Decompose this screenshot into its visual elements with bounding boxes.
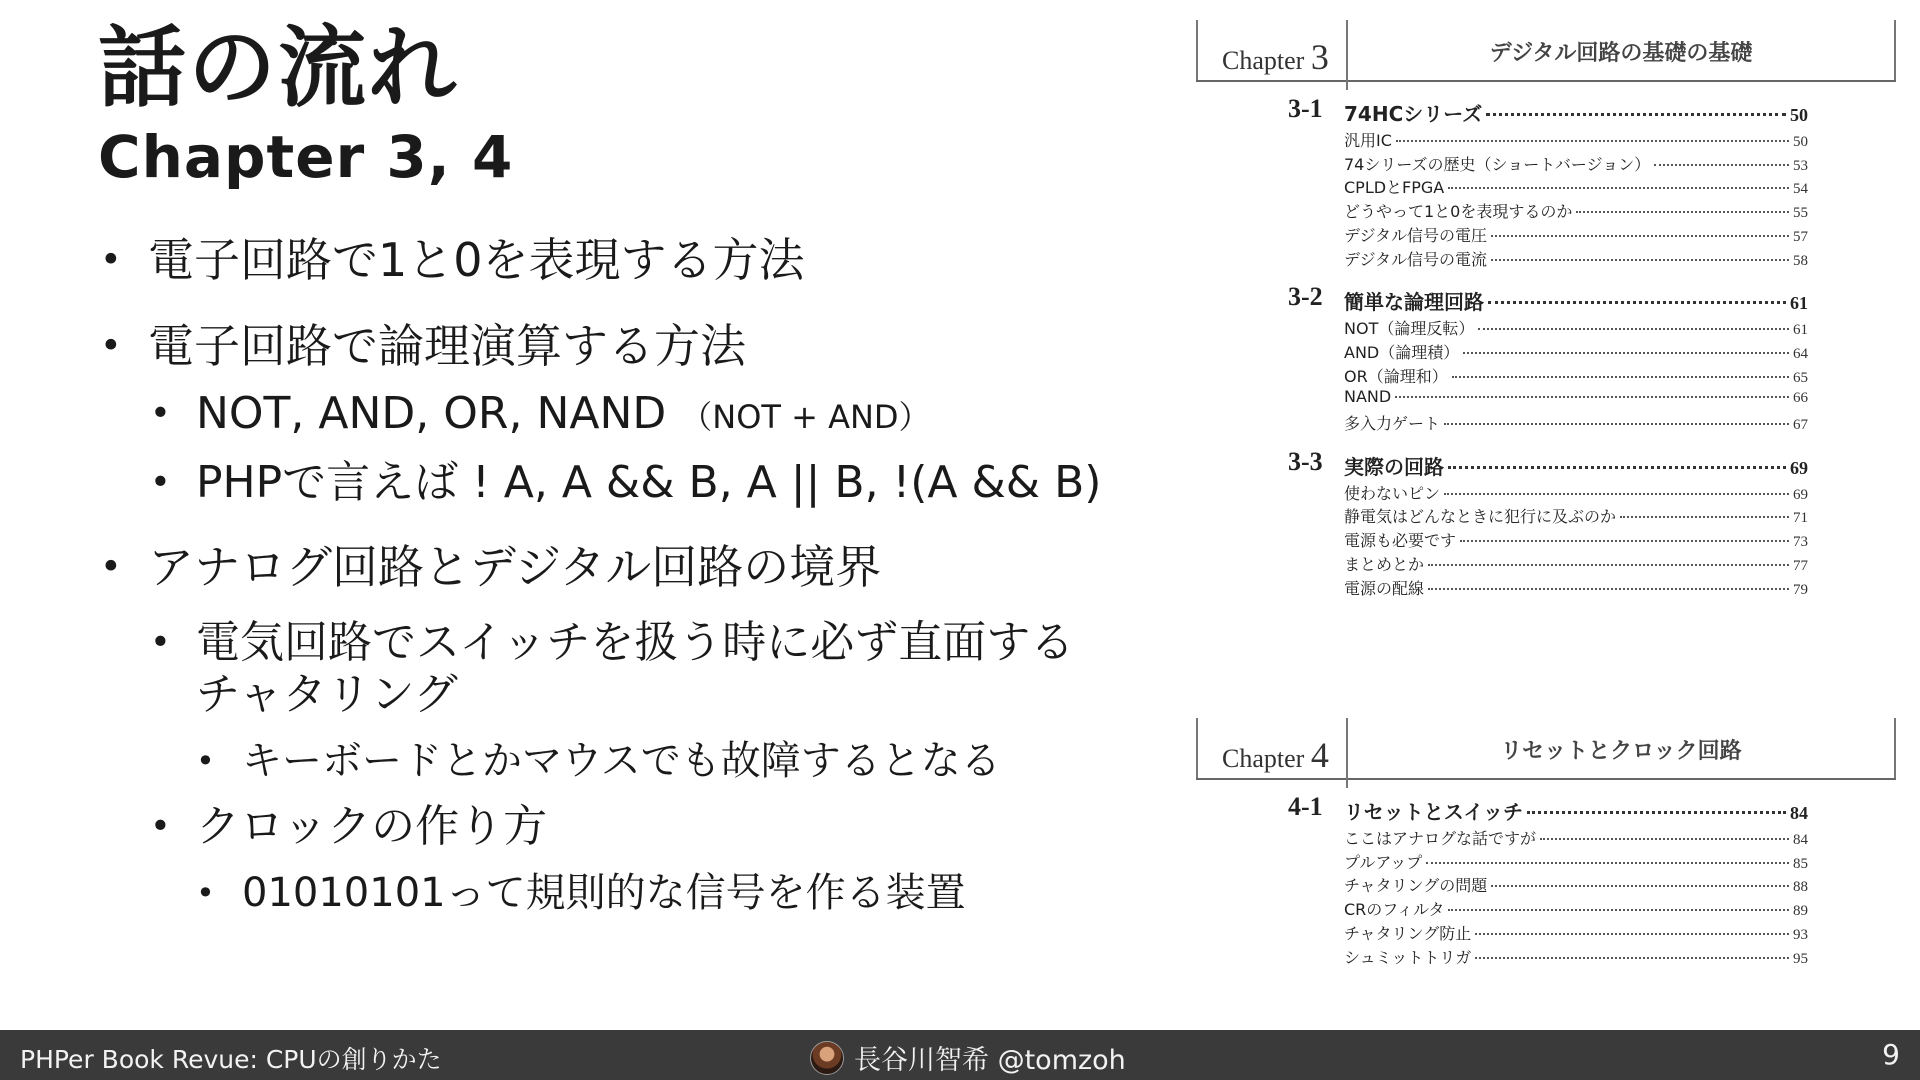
item-page: 79	[1793, 581, 1808, 598]
section-number: 4-1	[1288, 792, 1323, 821]
bullet-dot-icon: •	[100, 545, 122, 588]
dot-leader	[1620, 516, 1789, 518]
footer-presentation-title: PHPer Book Revue: CPUの創りかた	[20, 1045, 442, 1074]
section-title: リセットとスイッチ	[1344, 800, 1523, 824]
chapter-header	[1196, 718, 1896, 780]
dot-leader	[1428, 588, 1789, 590]
item-page: 88	[1793, 879, 1808, 896]
sub-sub-bullet-item	[100, 737, 1180, 785]
toc-section	[1196, 794, 1808, 824]
item-page: 71	[1793, 510, 1808, 527]
sub-sub-bullet-item	[100, 869, 1180, 917]
section-page: 50	[1790, 105, 1808, 125]
toc-item	[1344, 552, 1808, 578]
item-title: 静電気はどんなときに犯行に及ぶのか	[1344, 507, 1617, 527]
section-title: 実際の回路	[1344, 454, 1444, 479]
item-page: 58	[1793, 252, 1808, 269]
item-title: CPLDとFPGA	[1344, 178, 1445, 198]
section-title: 簡単な論理回路	[1344, 290, 1484, 315]
dot-leader	[1448, 909, 1789, 911]
dot-leader	[1463, 352, 1789, 354]
item-title: AND（論理積）	[1344, 342, 1460, 362]
toc-item	[1344, 945, 1808, 971]
dot-leader	[1478, 328, 1789, 330]
item-title: ここはアナログな話ですが	[1344, 829, 1537, 848]
toc-item	[1344, 175, 1808, 201]
dot-leader	[1540, 838, 1789, 840]
dot-leader	[1488, 301, 1786, 304]
dot-leader	[1491, 235, 1789, 237]
sub-bullet-item	[100, 801, 1180, 853]
chapter-title: リセットとクロック回路	[1500, 739, 1742, 764]
bullet-text: 01010101って規則的な信号を作る装置	[242, 870, 966, 916]
dot-leader	[1460, 540, 1789, 542]
dot-leader	[1475, 957, 1789, 959]
item-page: 77	[1793, 557, 1808, 574]
section-page: 61	[1790, 293, 1808, 314]
bullet-text: キーボードとかマウスでも故障するとなる	[242, 738, 1001, 784]
bullet-item	[100, 232, 1180, 288]
dot-leader	[1452, 376, 1789, 378]
toc-item	[1344, 873, 1808, 899]
avatar	[810, 1041, 844, 1075]
item-title: まとめとか	[1344, 554, 1425, 574]
toc-item	[1344, 481, 1808, 507]
item-page: 93	[1793, 926, 1808, 943]
table-of-contents-image	[1196, 20, 1896, 1030]
chapter-word: Chapter	[1222, 46, 1311, 75]
item-page: 55	[1793, 205, 1808, 222]
toc-item	[1344, 850, 1808, 876]
item-title: シュミットトリガ	[1344, 947, 1472, 967]
dot-leader	[1426, 862, 1789, 864]
section-page: 84	[1790, 803, 1808, 823]
bullet-dot-icon: •	[150, 622, 171, 663]
bullet-dot-icon: •	[100, 238, 122, 281]
section-number: 3-1	[1288, 94, 1323, 123]
item-page: 69	[1793, 486, 1808, 503]
item-title: OR（論理和）	[1344, 366, 1448, 386]
item-title: プルアップ	[1344, 852, 1423, 872]
toc-item	[1344, 199, 1808, 225]
dot-leader	[1486, 113, 1786, 116]
bullet-text: 電子回路で論理演算する方法	[148, 319, 746, 373]
dot-leader	[1448, 187, 1789, 189]
footer-bar	[0, 1030, 1920, 1080]
dot-leader	[1395, 396, 1789, 398]
item-title: 電源の配線	[1344, 578, 1425, 598]
bullet-text: 電子回路で1と0を表現する方法	[148, 233, 805, 287]
chapter-label	[1222, 36, 1329, 78]
item-page: 84	[1793, 832, 1808, 848]
dot-leader	[1576, 211, 1789, 213]
toc-section	[1196, 96, 1808, 126]
dot-leader	[1527, 811, 1786, 814]
toc-item	[1344, 921, 1808, 947]
bullet-text: クロックの作り方	[196, 801, 548, 852]
chapter-number: 3	[1310, 37, 1329, 77]
toc-item	[1344, 387, 1808, 413]
section-title: 74HCシリーズ	[1344, 102, 1483, 126]
item-title: 74シリーズの歴史（ショートバージョン）	[1344, 154, 1651, 174]
item-page: 73	[1793, 534, 1808, 551]
sub-bullet-item	[100, 617, 1180, 721]
toc-item	[1344, 576, 1808, 602]
bullet-dot-icon: •	[196, 742, 215, 780]
toc-item	[1344, 128, 1808, 154]
dot-leader	[1491, 885, 1789, 887]
chapter-title: デジタル回路の基礎の基礎	[1489, 41, 1753, 66]
item-page: 67	[1793, 417, 1808, 433]
item-page: 66	[1793, 390, 1808, 407]
item-title: チャタリングの問題	[1344, 876, 1488, 896]
dot-leader	[1444, 423, 1789, 425]
item-title: 使わないピン	[1344, 483, 1441, 503]
toc-item	[1344, 528, 1808, 554]
item-title: 電源も必要です	[1344, 531, 1457, 551]
bullet-dot-icon: •	[150, 393, 171, 434]
chapter-label	[1222, 734, 1329, 776]
bullet-item	[100, 318, 1180, 374]
toc-item	[1344, 223, 1808, 249]
item-page: 89	[1793, 903, 1808, 920]
toc-item	[1344, 247, 1808, 273]
item-page: 61	[1793, 322, 1808, 339]
item-page: 54	[1793, 181, 1808, 198]
page-number: 9	[1882, 1038, 1900, 1071]
footer-author	[810, 1038, 1126, 1077]
bullet-text: NOT, AND, OR, NAND	[196, 388, 667, 439]
bullet-text-line1: 電気回路でスイッチを扱う時に必ず直面する	[196, 617, 1075, 668]
dot-leader	[1396, 140, 1789, 142]
bullet-text: アナログ回路とデジタル回路の境界	[148, 540, 882, 594]
dot-leader	[1448, 466, 1786, 469]
dot-leader	[1475, 933, 1789, 935]
bullet-text: PHPで言えば ! A, A && B, A || B, !(A && B)	[196, 457, 1102, 508]
toc-item	[1344, 340, 1808, 366]
dot-leader	[1654, 164, 1789, 166]
item-page: 95	[1793, 950, 1808, 967]
item-title: 多入力ゲート	[1344, 414, 1441, 433]
bullet-note: （NOT + AND）	[680, 398, 931, 436]
toc-section	[1196, 284, 1808, 314]
item-page: 64	[1793, 345, 1808, 362]
dot-leader	[1444, 493, 1789, 495]
bullet-item	[100, 539, 1180, 595]
item-title: CRのフィルタ	[1344, 900, 1445, 920]
sub-bullet-item	[100, 388, 1180, 443]
item-page: 85	[1793, 855, 1808, 872]
item-page: 53	[1793, 157, 1808, 174]
bullet-text-line2: チャタリング	[196, 669, 458, 720]
item-title: NOT（論理反転）	[1344, 319, 1475, 339]
item-title: どうやって1と0を表現するのか	[1344, 202, 1573, 222]
item-page: 65	[1793, 369, 1808, 386]
sub-bullet-item	[100, 457, 1180, 509]
slide-title: 話の流れ	[98, 16, 459, 119]
item-page: 50	[1793, 134, 1808, 150]
item-title: NAND	[1344, 387, 1392, 407]
toc-item	[1344, 411, 1808, 437]
item-title: 汎用IC	[1344, 131, 1392, 150]
bullet-dot-icon: •	[150, 462, 171, 503]
section-number: 3-2	[1288, 282, 1323, 312]
item-title: デジタル信号の電圧	[1344, 225, 1488, 245]
bullet-dot-icon: •	[196, 874, 215, 912]
toc-item	[1344, 316, 1808, 342]
dot-leader	[1428, 564, 1789, 566]
toc-item	[1344, 826, 1808, 852]
chapter-number: 4	[1310, 735, 1329, 775]
item-title: チャタリング防止	[1344, 923, 1472, 943]
toc-item	[1344, 504, 1808, 530]
toc-section	[1196, 446, 1808, 479]
footer-author-name: 長谷川智希 @tomzoh	[854, 1045, 1126, 1076]
bullet-dot-icon: •	[100, 324, 122, 367]
section-page: 69	[1790, 457, 1808, 478]
chapter-header	[1196, 20, 1896, 82]
section-number: 3-3	[1288, 446, 1323, 476]
toc-item	[1344, 152, 1808, 178]
chapter-word: Chapter	[1222, 744, 1311, 773]
toc-item	[1344, 897, 1808, 923]
bullet-list	[100, 232, 1180, 917]
slide-subtitle: Chapter 3, 4	[98, 123, 514, 191]
item-page: 57	[1793, 228, 1808, 245]
dot-leader	[1491, 259, 1789, 261]
toc-item	[1344, 364, 1808, 390]
bullet-dot-icon: •	[150, 806, 171, 847]
item-title: デジタル信号の電流	[1344, 249, 1488, 269]
